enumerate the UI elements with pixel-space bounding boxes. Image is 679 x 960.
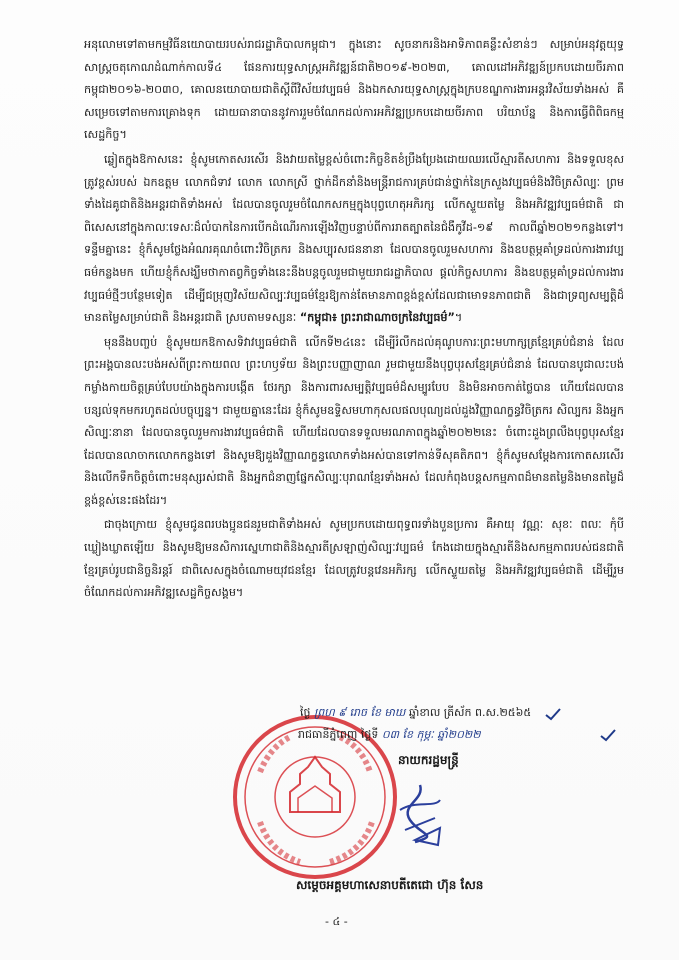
paragraph-2 [84,149,624,330]
paragraph-2-slogan: “កម្ពុជា៖ ព្រះរាជាណាចក្រនៃវប្បធម៌” [299,311,455,325]
paragraph-4-text: ជាចុងក្រោយ ខ្ញុំសូមជូនពរបងប្អូនជនរួមជាតិទាំងអស់ សូមប្រកបដោយពុទ្ធពរទាំងបួនប្រការ គឺអាយុ វណ្ណៈ សុខៈ ពលៈ កុំបីឃ្លៀងឃ្លាតឡើយ និងសូមឱ្យមនសិការស្នេហាជាតិនិងស្មារតីស្រឡាញ់សិល្បៈវប្បធម៌ កែងដោយក្នុងស្មារតីនិងសកម្មភាពរបស់ជនជាតិខ្មែរគ្រប់រូបជានិច្ចនិរន្តរ៍ ជាពិសេសក្នុងចំណោមយុវជនខ្មែរ ដែលត្រូវបន្តវេនអភិរក្ស លើកស្ទួយតម្លៃ និងអភិវឌ្ឍវប្បធម៌ជាតិ ដើម្បីរួមចំណែកដល់ការអភិវឌ្ឍសេដ្ឋកិច្ចសង្គម។ [84,518,624,600]
lunar-date-label: ថ្ងៃ [300,706,311,719]
solar-date-label: រាជធានីភ្នំពេញ ថ្ងៃទី [298,728,379,741]
solar-date-line [298,728,618,744]
paragraph-3 [84,332,624,513]
paragraph-2-tail: ។ [454,311,463,325]
paragraph-3-text: មុននឹងបញ្ចប់ ខ្ញុំសូមយកឱកាសទិវាវប្បធម៌ជាតិ លើកទី២៤នេះ ដើម្បីរំលឹកដល់គុណូបការៈព្រះមហាក្សត្រខ្មែរគ្រប់ជំនាន់ ដែលព្រះអង្គបានលះបង់អស់ពីព្រះកាយពល ព្រះហឫទ័យ និងព្រះបញ្ញាញាណ រួមជាមួយនឹងបុព្វបុរសខ្មែរគ្រប់ជំនាន់ ដែលបានបូជាលះបង់កម្លាំងកាយចិត្តគ្រប់បែបយ៉ាងក្នុងការបង្កើត ថែរក្សា និងការពារសម្បត្តិវប្បធម៌ដ៏សម្បូរបែប និងមិនអាចកាត់ថ្លៃបាន ហើយដែលបានបន្សល់ទុកមករហូតដល់បច្ចុប្បន្ន។ ជាមួយគ្នានេះដែរ ខ្ញុំក៏សូមឧទ្ទិសមហាកុសលផលបុណ្យដល់ដួងវិញ្ញាណក្ខន្ធវិចិត្រករ សិល្បករ និងអ្នកសិល្បៈនានា ដែលបានចូលរួមការងារវប្បធម៌ជាតិ ហើយដែលបានទទួលមរណភាពក្នុងឆ្នាំ២០២២នេះ ចំពោះដួងព្រលឹងបុព្វបុរសខ្មែរ ដែលបានលាចាកលោកកន្លងទៅ និងសូមឱ្យដួងវិញ្ញាណក្ខន្ធលោកទាំងអស់បានទៅកាន់ទីសុគតិភព។ ខ្ញុំក៏សូមសម្តែងការកោតសរសើរ និងលើកទឹកចិត្តចំពោះមនុស្សរស់ជាតិ និងអ្នកជំនាញផ្នែកសិល្បៈបុរាណខ្មែរទាំងអស់ ដែលកំពុងបន្តសកម្មភាពដ៏មានតម្លៃនិងមានតម្លៃដ៏ខ្ពង់ខ្ពស់នេះផងដែរ។ [84,335,624,507]
paragraph-1-text: អនុលោមទៅតាមកម្មវិធីនយោបាយរបស់រាជរដ្ឋាភិបាលកម្ពុជា។ ក្នុងនោះ សូចនាករនិងអាទិភាពគន្លឹះសំខាន់ៗ សម្រាប់អនុវត្តយុទ្ធសាស្ត្រចតុកោណដំណាក់កាលទី៤ ផែនការយុទ្ធសាស្ត្រអភិវឌ្ឍន៍ជាតិ២០១៩-២០២៣, គោលដៅអភិវឌ្ឍន៍ប្រកបដោយចីរភាពកម្ពុជា២០១៦-២០៣០, គោលនយោបាយជាតិស្តីពីវិស័យវប្បធម៌ និងឯកសារយុទ្ធសាស្ត្រក្នុងក្របខណ្ឌការងារអន្តរវិស័យទាំងអស់ គឺសម្រេចទៅតាមការគ្រោងទុក ដោយធានាបាននូវការរួមចំណែកដល់ការអភិវឌ្ឍប្រកបដោយចីរភាព បរិយាប័ន្ន និងការធ្វើពិពិធកម្មសេដ្ឋកិច្ច។ [84,38,624,142]
checkmark-icon [600,727,616,746]
signer-name: សម្តេចអគ្គមហាសេនាបតីតេជោ ហ៊ុន សែន [296,878,484,892]
lunar-date-line [300,706,620,722]
page-number: - ៤ - [325,915,348,928]
lunar-date-handwritten: ព្រហ ៩ រោច ខែ មាឃ [313,706,406,719]
lunar-date-year: ឆ្នាំខាល ត្រីស័ក ព.ស.២៥៦៥ [408,706,532,719]
document-body [84,34,624,607]
solar-date-handwritten: ០៣ ខែ កុម្ភៈ ឆ្នាំ២០២២ [381,728,481,741]
paragraph-1 [84,34,624,147]
signer-title: នាយករដ្ឋមន្ត្រី [398,753,459,767]
signature-icon [380,780,460,854]
paragraph-4 [84,514,624,604]
paragraph-2-text: ឆ្លៀតក្នុងឱកាសនេះ ខ្ញុំសូមកោតសរសើរ និងវាយតម្លៃខ្ពស់ចំពោះកិច្ចខិតខំប្រឹងប្រែងដោយឈរលើស្មារតីសហការ និងទទួលខុសត្រូវខ្ពស់របស់ ឯកឧត្តម លោកជំទាវ លោក លោកស្រី ថ្នាក់ដឹកនាំនិងមន្ត្រីរាជការគ្រប់ជាន់ថ្នាក់នៃក្រសួងវប្បធម៌និងវិចិត្រសិល្បៈ ព្រមទាំងដៃគូជាតិនិងអន្តរជាតិទាំងអស់ ដែលបានចូលរួមចំណែកសកម្មក្នុងបុព្វហេតុអភិរក្ស លើកស្ទួយតម្លៃ និងអភិវឌ្ឍវប្បធម៌ជាតិ ជាពិសេសនៅក្នុងកាលៈទេសៈដ៏លំបាកនៃការបើកដំណើរការឡើងវិញបន្ទាប់ពីការរាតត្បាតនៃជំងឺកូវីដ-១៩ កាលពីឆ្នាំ២០២១កន្លងទៅ។ ទន្ទឹមគ្នានេះ ខ្ញុំក៏សូមថ្លែងអំណរគុណចំពោះវិចិត្រករ និងសប្បុរសជននានា ដែលបានចូលរួមសហការ និងឧបត្ថម្ភគាំទ្រដល់ការងារវប្បធម៌កន្លងមក ហើយខ្ញុំក៏សង្ឃឹមថាកាតព្វកិច្ចទាំងនេះនឹងបន្តចូលរួមជាមួយរាជរដ្ឋាភិបាល ផ្តល់កិច្ចសហការ និងឧបត្ថម្ភគាំទ្រដល់ការងារវប្បធម៌ថ្មីៗបន្ថែមទៀត ដើម្បីជម្រុញវិស័យសិល្បៈវប្បធម៌ខ្មែរឱ្យកាន់តែមានភាពខ្ពង់ខ្ពស់ដែលជាមោទនភាពជាតិ និងជាទ្រព្យសម្បត្តិដ៏មានតម្លៃសម្រាប់ជាតិ និងអន្តរជាតិ ស្របតាមទស្សនៈ [84,152,624,325]
checkmark-icon [545,706,561,725]
